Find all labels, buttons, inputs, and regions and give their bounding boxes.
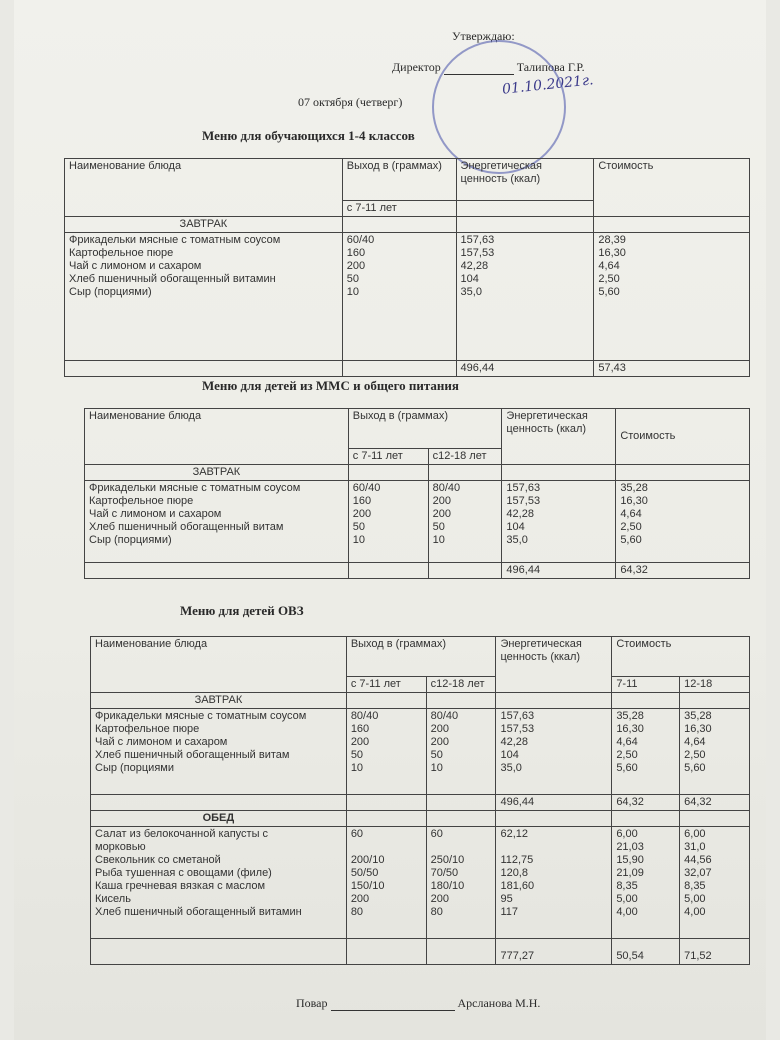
lunch-outputs-1: 60 200/10 50/50 150/10 200 80	[346, 827, 426, 939]
dish-rows	[65, 233, 750, 361]
dish-names: Фрикадельки мясные с томатным соусом Картофельное пюре Чай с лимоном и сахаром Хлеб пшеничный обогащенный витамин Сыр (порциями)	[65, 233, 343, 361]
section2-title: Меню для детей из ММС и общего питания	[202, 378, 459, 393]
age-group-2: с12-18 лет	[426, 677, 496, 693]
breakfast-cost-2: 35,28 16,30 4,64 2,50 5,60	[680, 709, 750, 795]
section2-table	[84, 408, 750, 579]
dish-outputs-1: 60/40 160 200 50 10	[348, 481, 428, 563]
col-cost-header: Стоимость	[594, 159, 750, 217]
age-group-1: с 7-11 лет	[346, 677, 426, 693]
director-name: Талипова Г.Р.	[516, 60, 585, 74]
breakfast-outputs-2: 80/40 200 200 50 10	[426, 709, 496, 795]
approve-label: Утверждаю:	[452, 29, 515, 43]
col-output-header: Выход в (граммах)	[348, 409, 502, 449]
dish-cost: 28,39 16,30 4,64 2,50 5,60	[594, 233, 750, 361]
breakfast-kcal: 157,63 157,53 42,28 104 35,0	[496, 709, 612, 795]
document-page	[14, 0, 766, 1040]
total-kcal: 496,44	[456, 361, 594, 377]
section3-table	[90, 636, 750, 965]
menu-date: 07 октября (четверг)	[298, 95, 403, 109]
cost-age-1: 7-11	[612, 677, 680, 693]
col-name-header: Наименование блюда	[91, 637, 347, 693]
breakfast-total-kcal: 496,44	[496, 795, 612, 811]
cook-name: Арсланова М.Н.	[457, 996, 541, 1010]
total-kcal: 496,44	[502, 563, 616, 579]
age-group: с 7-11 лет	[342, 201, 456, 217]
lunch-total-cost-1: 50,54	[612, 939, 680, 965]
lunch-total-row	[91, 939, 750, 965]
breakfast-outputs-1: 80/40 160 200 50 10	[346, 709, 426, 795]
meal-breakfast: ЗАВТРАК	[91, 693, 347, 709]
age-group-2: с12-18 лет	[428, 449, 502, 465]
cook-label: Повар	[296, 996, 328, 1010]
meal-breakfast: ЗАВТРАК	[65, 217, 343, 233]
dish-outputs: 60/40 160 200 50 10	[342, 233, 456, 361]
section1-table	[64, 158, 750, 377]
col-output-header: Выход в (граммах)	[346, 637, 496, 677]
breakfast-total-row	[91, 795, 750, 811]
dish-outputs-2: 80/40 200 200 50 10	[428, 481, 502, 563]
col-name-header: Наименование блюда	[85, 409, 349, 465]
section3-title: Меню для детей ОВЗ	[180, 603, 304, 618]
col-energy-header: Энергетическая ценность (ккал)	[496, 637, 612, 693]
breakfast-dish-names: Фрикадельки мясные с томатным соусом Картофельное пюре Чай с лимоном и сахаром Хлеб пшеничный обогащенный витам Сыр (порциями	[91, 709, 347, 795]
lunch-kcal: 62,12 112,75 120,8 181,60 95 117	[496, 827, 612, 939]
lunch-outputs-2: 60 250/10 70/50 180/10 200 80	[426, 827, 496, 939]
lunch-dish-names: Салат из белокочанной капусты с морковью Свекольник со сметаной Рыба тушенная с овощами (филе) Каша гречневая вязкая с маслом Кисель Хлеб пшеничный обогащенный витамин	[91, 827, 347, 939]
cook-signature	[331, 998, 455, 1011]
col-energy-header: Энергетическая ценность (ккал)	[456, 159, 594, 201]
dish-kcal: 157,63 157,53 42,28 104 35,0	[456, 233, 594, 361]
table-header-row	[65, 159, 750, 201]
cook-line	[296, 996, 540, 1011]
col-cost-header: Стоимость	[616, 409, 750, 465]
lunch-cost-2: 6,00 31,0 44,56 32,07 8,35 5,00 4,00	[680, 827, 750, 939]
total-cost: 64,32	[616, 563, 750, 579]
meal-lunch: ОБЕД	[91, 811, 347, 827]
total-row	[65, 361, 750, 377]
col-energy-header: Энергетическая ценность (ккал)	[502, 409, 616, 465]
lunch-cost-1: 6,00 21,03 15,90 21,09 8,35 5,00 4,00	[612, 827, 680, 939]
col-cost-header: Стоимость	[612, 637, 750, 677]
total-cost: 57,43	[594, 361, 750, 377]
cost-age-2: 12-18	[680, 677, 750, 693]
col-output-header: Выход в (граммах)	[342, 159, 456, 201]
handwritten-date: 01.10.2021г.	[501, 72, 595, 98]
round-stamp	[432, 40, 566, 174]
age-group-1: с 7-11 лет	[348, 449, 428, 465]
section1-title: Меню для обучающихся 1-4 классов	[202, 128, 415, 143]
director-label: Директор	[392, 60, 441, 74]
lunch-total-kcal: 777,27	[496, 939, 612, 965]
breakfast-cost-1: 35,28 16,30 4,64 2,50 5,60	[612, 709, 680, 795]
dish-cost: 35,28 16,30 4,64 2,50 5,60	[616, 481, 750, 563]
lunch-total-cost-2: 71,52	[680, 939, 750, 965]
dish-kcal: 157,63 157,53 42,28 104 35,0	[502, 481, 616, 563]
meal-breakfast: ЗАВТРАК	[85, 465, 349, 481]
total-row	[85, 563, 750, 579]
breakfast-total-cost-2: 64,32	[680, 795, 750, 811]
dish-names: Фрикадельки мясные с томатным соусом Картофельное пюре Чай с лимоном и сахаром Хлеб пшеничный обогащенный витам Сыр (порциями)	[85, 481, 349, 563]
breakfast-total-cost-1: 64,32	[612, 795, 680, 811]
col-name-header: Наименование блюда	[65, 159, 343, 217]
